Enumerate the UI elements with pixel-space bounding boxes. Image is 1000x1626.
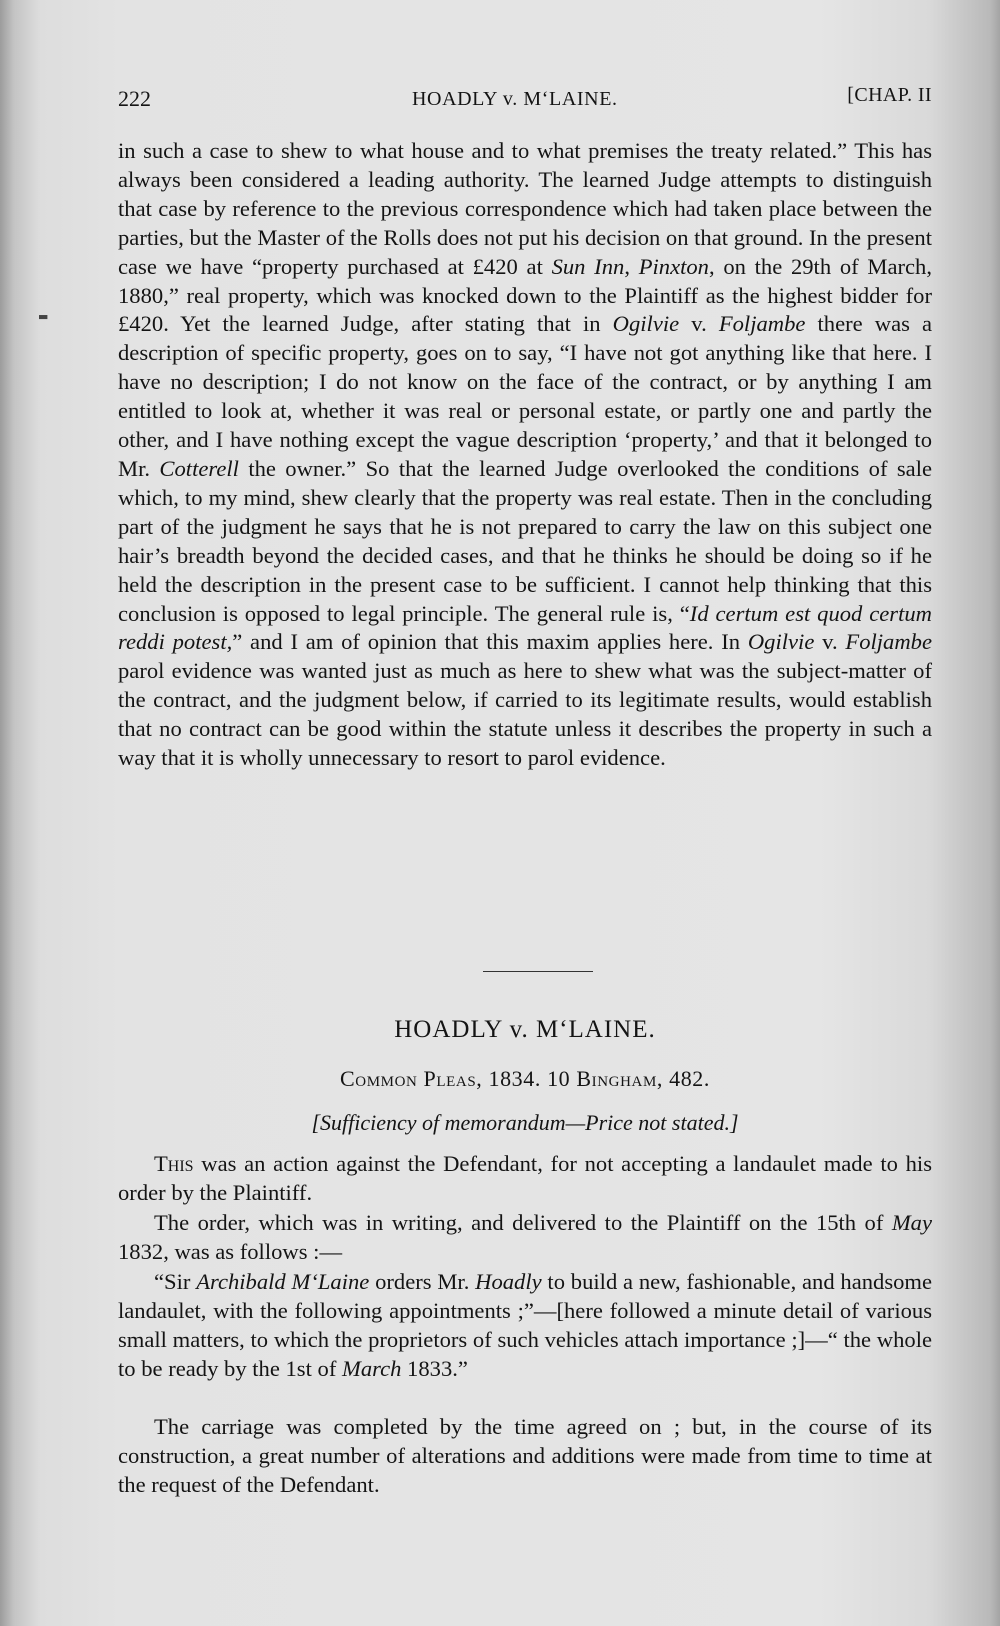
text-run: the owner.” So that the learned Judge overlooked the conditions of sale which, to my mind, shew clearly that the property was real estate. Then in the concluding part of the judgment he says that he is not prepared to carry the law on this subject one hair’s breadth beyond the decided cases, and that he thinks he should be doing so if he held the description in the present case to be sufficient. I cannot help thinking that this conclusion is opposed to legal principle. The general rule is, “ <box>118 455 932 626</box>
month-name: March <box>342 1355 402 1381</box>
latin-maxim: Id certum est quod certum reddi potest, <box>118 600 932 655</box>
lead-word: This <box>154 1151 194 1176</box>
text-run: there was a description of specific property, goes on to say, “I have not got anything like that here. I have no description; I do not know on the face of the contract, or by anything I am entitled to look at, whether it was real or personal estate, or partly one and partly the other, and I have nothing except the vague description ‘property,’ and that it belonged to Mr. <box>118 311 932 481</box>
text-run: , <box>624 253 639 279</box>
person-name: Archibald M‘Laine <box>196 1269 370 1294</box>
text-run: was an action against the Defendant, for not accepting a landaulet made to his order by the Plaintiff. <box>118 1151 932 1205</box>
text-run: v. <box>814 629 846 655</box>
text-run: orders Mr. <box>369 1269 476 1294</box>
text-run: in such a case to shew to what house and to what premises the treaty related.” This has always been considered a leading authority. The learned Judge attempts to distinguish that case by reference to the previous correspondence which had taken place between the parties, but the Master of the Rolls does not put his decision on that ground. In the present case we have “property purchased at £420 at <box>118 138 932 279</box>
person-name: Cotterell <box>159 455 239 481</box>
running-title: HOADLY v. M‘LAINE. <box>412 88 618 110</box>
place-name: Pinxton <box>638 253 709 279</box>
section-divider <box>483 971 593 972</box>
case-party: Foljambe <box>845 629 932 655</box>
page-number: 222 <box>118 86 151 111</box>
person-name: Hoadly <box>475 1269 542 1294</box>
month-name: May <box>891 1210 932 1235</box>
text-run: 1832, was as follows :— <box>118 1238 343 1264</box>
text-run: The order, which was in writing, and delivered to the Plaintiff on the 15th of <box>154 1210 892 1235</box>
case-party: Ogilvie <box>747 629 815 655</box>
continued-paragraph <box>118 137 932 773</box>
text-run: parol evidence was wanted just as much as here to shew what was the subject-matter of the contract, and the judgment below, if carried to its legitimate results, would establish that no contract can be good within the statute unless it describes the property in such a way that it is wholly unnecessary to resort to parol evidence. <box>118 658 932 771</box>
court-citation: Common Pleas, 1834. 10 Bingham, 482. <box>339 1066 711 1091</box>
quoted-order <box>118 1268 932 1384</box>
case-party: Foljambe <box>718 311 806 337</box>
place-name: Sun Inn <box>551 253 625 279</box>
chapter-marker: [CHAP. II <box>847 84 932 106</box>
case-party: Ogilvie <box>612 311 680 337</box>
text-run: to build a new, fashionable, and handsome landaulet, with the following appointments ;”—[here followed a minute detail of various small matters, to which the proprietors of such vehicles attach importance ;]—“ the whole to be ready by the 1st of <box>118 1269 933 1381</box>
text-run: 1833.” <box>401 1355 468 1381</box>
text-run: ” and I am of opinion that this maxim applies here. In <box>232 629 748 655</box>
body-paragraph <box>118 1209 932 1267</box>
text-run: “Sir <box>154 1269 197 1294</box>
text-run: v. <box>679 311 719 337</box>
case-title: HOADLY v. M‘LAINE. <box>394 1016 656 1043</box>
body-paragraph <box>118 1150 932 1208</box>
body-paragraph: The carriage was completed by the time agreed on ; but, in the course of its construction, a great number of alterations and additions were made from time to time at the request of the Defendant. <box>118 1414 932 1497</box>
case-subject: [Sufficiency of memorandum—Price not stated.] <box>311 1110 739 1135</box>
text-run: , on the 29th of March, 1880,” real property, which was knocked down to the Plaintiff as the highest bidder for £420. Yet the learned Judge, after stating that in <box>118 253 933 337</box>
margin-mark: ▬ <box>38 310 49 323</box>
page-header <box>118 84 932 118</box>
